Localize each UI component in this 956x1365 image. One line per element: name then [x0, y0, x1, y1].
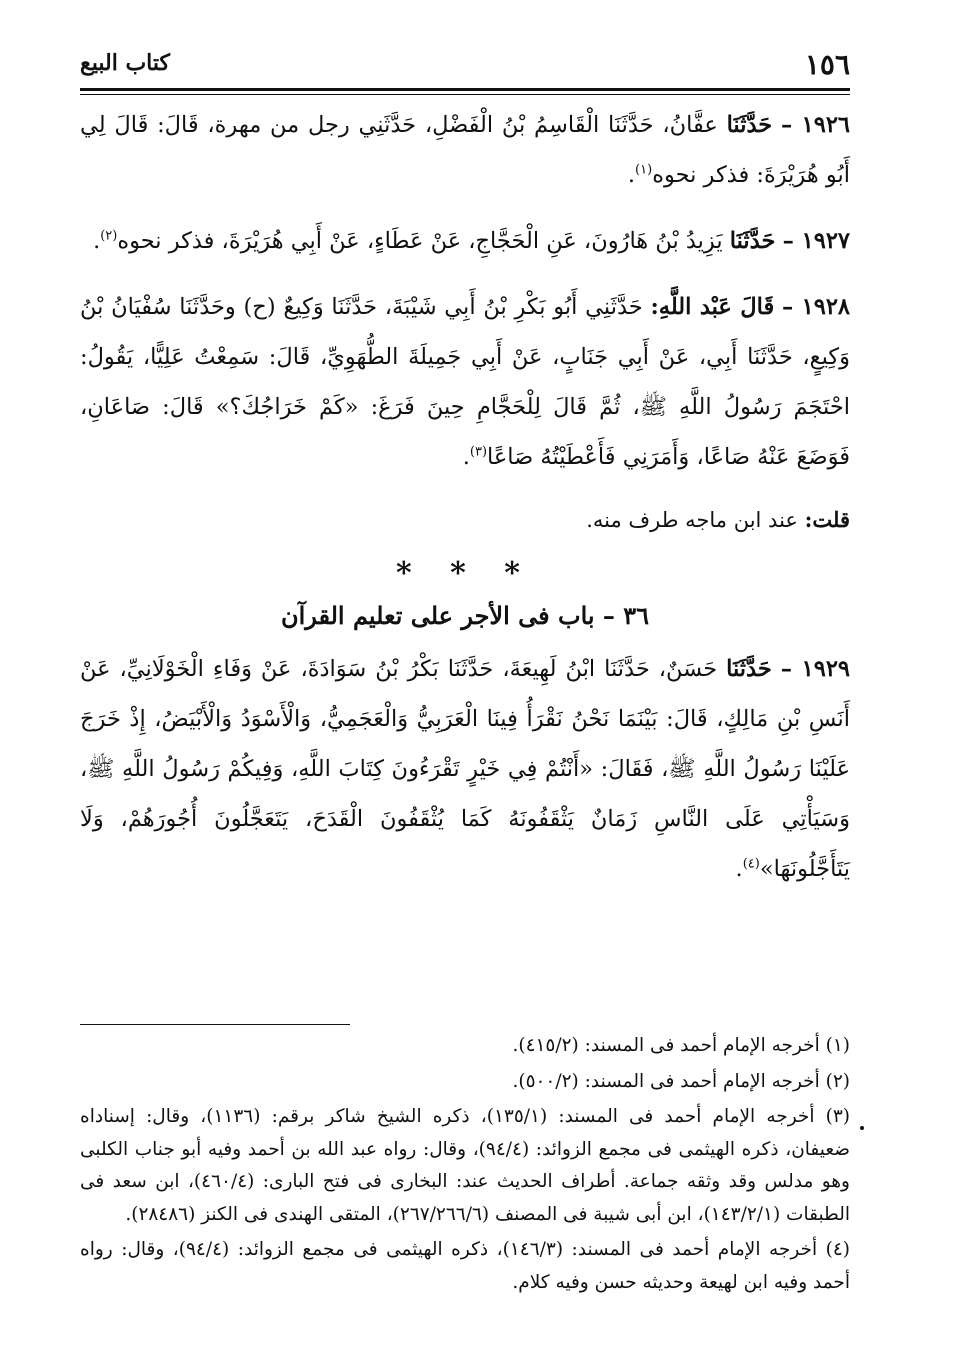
hadith-text: حَدَّثَنِي أَبُو بَكْرِ بْنُ أَبِي شَيْبَةَ، حَدَّثَنَا وَكِيعٌ (ح) وحَدَّثَنَا سُفْيَانُ بْنُ وَكِيعٍ، حَدَّثَنَا أَبِي، عَنْ أَبِي جَنَابٍ، عَنْ أَبِي جَمِيلَةَ الطُّهَوِيِّ، قَالَ: سَمِعْتُ عَلِيًّا، يَقُولُ: احْتَجَمَ رَسُولُ اللَّهِ ﷺ، ثُمَّ قَالَ لِلْحَجَّامِ حِينَ فَرَغَ: «كَمْ خَرَاجُكَ؟» قَالَ: صَاعَانِ، فَوَضَعَ عَنْهُ صَاعًا، وَأَمَرَنِي فَأَعْطَيْتُهُ صَاعًا	[80, 294, 850, 470]
section-separator: * * *	[396, 556, 534, 591]
margin-mark	[860, 1126, 864, 1130]
hadith-text: حَسَنٌ، حَدَّثَنَا ابْنُ لَهِيعَةَ، حَدَّثَنَا بَكْرُ بْنُ سَوَادَةَ، عَنْ وَفَاءِ الْخَوْلَانِيِّ، عَنْ أَنَسِ بْنِ مَالِكٍ، قَالَ: بَيْنَمَا نَحْنُ نَقْرَأُ فِينَا الْعَرَبِيُّ وَالْعَجَمِيُّ، وَالْأَسْوَدُ وَالْأَبْيَضُ، إِذْ خَرَجَ عَلَيْنَا رَسُولُ اللَّهِ ﷺ، فَقَالَ: «أَنْتُمْ فِي خَيْرٍ تَقْرَءُونَ كِتَابَ اللَّهِ، وَفِيكُمْ رَسُولُ اللَّهِ ﷺ، وَسَيَأْتِي عَلَى النَّاسِ زَمَانٌ يَثْقَفُونَهُ كَمَا يُثْقَفُونَ الْقَدَحَ، يَتَعَجَّلُونَ أُجُورَهُمْ، وَلَا يَتَأَجَّلُونَهَا»	[80, 656, 850, 882]
hadith-1928	[80, 282, 850, 482]
editor-note	[80, 498, 850, 542]
page-body	[80, 100, 850, 910]
hadith-1926	[80, 100, 850, 200]
hadith-number: ١٩٢٧ –	[782, 228, 850, 254]
hadith-1929	[80, 644, 850, 894]
hadith-tail: .	[627, 162, 636, 188]
hadith-lead: حَدَّثَنَا	[726, 112, 773, 138]
chapter-title: ٣٦ – باب فى الأجر على تعليم القرآن	[280, 601, 650, 630]
note-lead: قلت:	[804, 507, 850, 532]
hadith-number: ١٩٢٦ –	[780, 112, 851, 138]
hadith-tail: .	[462, 444, 470, 470]
header-rule-thick	[80, 88, 850, 91]
hadith-1927	[80, 216, 850, 266]
hadith-number: ١٩٢٨ –	[781, 294, 851, 320]
footnote-ref[interactable]: (٣)	[469, 444, 488, 460]
hadith-lead: قَالَ عَبْد اللَّهِ:	[650, 294, 775, 320]
page-header	[80, 40, 850, 88]
footnote-1: (١) أخرجه الإمام أحمد فى المسند: (٤١٥/٢).	[512, 1035, 850, 1056]
page-number: ١٥٦	[804, 48, 850, 81]
hadith-lead: حَدَّثَنَا	[726, 656, 772, 682]
footnote-separator	[80, 1024, 350, 1025]
footnotes	[80, 1030, 850, 1302]
footnote-2: (٢) أخرجه الإمام أحمد فى المسند: (٥٠٠/٢).	[512, 1070, 850, 1092]
hadith-number: ١٩٢٩ –	[780, 656, 851, 682]
footnote-ref[interactable]: (١)	[635, 162, 653, 178]
header-rule-thin	[80, 94, 850, 95]
hadith-tail: .	[93, 228, 101, 254]
book-page	[80, 40, 851, 1293]
footnote-ref[interactable]: (٢)	[100, 228, 118, 244]
hadith-lead: حَدَّثَنَا	[729, 228, 776, 254]
hadith-text: يَزِيدُ بْنُ هَارُونَ، عَنِ الْحَجَّاجِ، عَنْ عَطَاءٍ، عَنْ أَبِي هُرَيْرَةَ، فذكر نحوه	[117, 228, 723, 254]
book-title: كتاب البيع	[80, 50, 170, 76]
hadith-text: عفَّانُ، حَدَّثَنَا الْقَاسِمُ بْنُ الْفَضْلِ، حَدَّثَنِي رجل من مهرة، قَالَ: قَالَ لِي أَبُو هُرَيْرَةَ: فذكر نحوه	[80, 112, 850, 188]
footnote-3: (٣) أخرجه الإمام أحمد فى المسند: (١٣٥/١)، ذكره الشيخ شاكر برقم: (١١٣٦)، وقال: إسناداه ضعيفان، ذكره الهيثمى فى مجمع الزوائد: (٩٤/٤)، وقال: رواه عبد الله بن أحمد وفيه أبو جناب الكلبى وهو مدلس وقد وثقه جماعة. أطراف الحديث عند: البخارى فى فتح البارى: (٤٦٠/٤)، ابن سعد فى الطبقات (١٤٣/٢/١)، ابن أبى شيبة فى المصنف (٢٦٧/٢٦٦/٦)، المتقى الهندى فى الكنز (٢٨٤٨٦).	[80, 1106, 850, 1225]
footnote-4: (٤) أخرجه الإمام أحمد فى المسند: (١٤٦/٣)، ذكره الهيثمى فى مجمع الزوائد: (٩٤/٤)، وقال: رواه أحمد وفيه ابن لهيعة وحديثه حسن وفيه كلام.	[80, 1239, 851, 1293]
footnote-ref[interactable]: (٤)	[742, 856, 760, 872]
note-text: عند ابن ماجه طرف منه.	[586, 508, 798, 532]
hadith-tail: .	[735, 856, 743, 882]
